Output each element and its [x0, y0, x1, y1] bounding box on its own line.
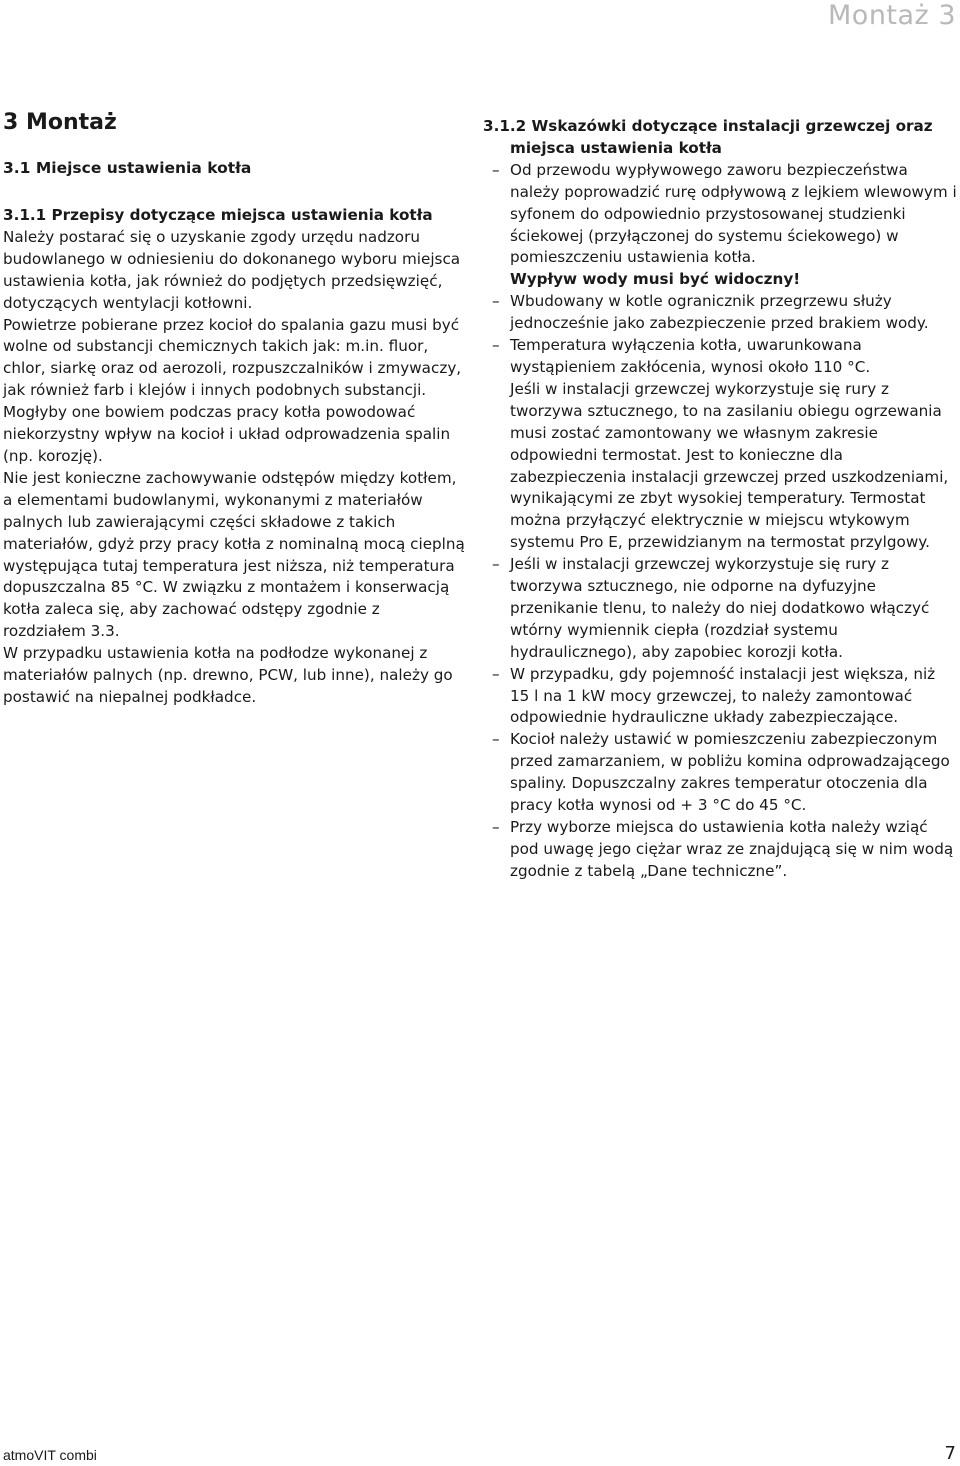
dash-bullet: –: [492, 160, 500, 179]
list-item-text: Kocioł należy ustawić w pomieszczeniu zabezpieczonym przed zamarzaniem, w pobliżu komina odprowadzającego spaliny. Dopuszczalny zakres temperatur otoczenia dla pracy kotła wynosi od + 3 °C do 45 °C.: [510, 730, 950, 815]
list-item: [483, 335, 958, 554]
list-item: [483, 554, 958, 664]
paragraph: Należy postarać się o uzyskanie zgody urzędu nadzoru budowlanego w odniesieniu do dokonanego wyboru miejsca ustawienia kotła, jak również do podjętych przedsięwzięć, dotyczących wentylacji kotłowni.: [3, 227, 461, 312]
section-title: 3.1 Miejsce ustawienia kotła: [3, 159, 252, 177]
subsection-title-3-1-2: 3.1.2 Wskazówki dotyczące instalacji grzewczej oraz miejsca ustawienia kotła: [483, 117, 933, 157]
guidelines-list: [483, 160, 958, 883]
dash-bullet: –: [492, 292, 500, 311]
list-item-text: Temperatura wyłączenia kotła, uwarunkowana wystąpieniem zakłócenia, wynosi około 110 °C.: [510, 336, 871, 376]
list-item-text: Przy wyborze miejsca do ustawienia kotła należy wziąć pod uwagę jego ciężar wraz ze znajdującą się w nim wodą zgodnie z tabelą „Dane techniczne”.: [510, 818, 954, 880]
paragraph: Nie jest konieczne zachowywanie odstępów między kotłem, a elementami budowlanymi, wykonanymi z materiałów palnych lub zawierającymi części składowe z takich materiałów, gdyż przy pracy kotła z nominalną mocą cieplną występująca tutaj temperatura jest niższa, niż temperatura dopuszczalna 85 °C. W związku z montażem i konserwacją kotła zaleca się, aby zachować odstępy zgodnie z rozdziałem 3.3.: [3, 468, 465, 641]
dash-bullet: –: [492, 818, 500, 836]
dash-bullet: –: [492, 336, 500, 355]
right-column: [483, 116, 958, 883]
chapter-title: 3 Montaż: [3, 110, 117, 135]
warning-emphasis: Wypływ wody musi być widoczny!: [510, 270, 801, 289]
left-column: [3, 205, 465, 709]
list-item-text: Wbudowany w kotle ogranicznik przegrzewu służy jednocześnie jako zabezpieczenie przed brakiem wody.: [510, 292, 929, 333]
list-item: [483, 291, 958, 335]
paragraph: W przypadku ustawienia kotła na podłodze wykonanej z materiałów palnych (np. drewno, PCW, lub inne), należy go postawić na niepalnej podkładce.: [3, 644, 453, 706]
dash-bullet: –: [492, 730, 500, 749]
subsection-title-3-1-1: 3.1.1 Przepisy dotyczące miejsca ustawienia kotła: [3, 206, 433, 224]
running-header: Montaż 3: [828, 0, 956, 31]
dash-bullet: –: [492, 555, 500, 574]
paragraph: Powietrze pobierane przez kocioł do spalania gazu musi być wolne od substancji chemicznych takich jak: m.in. fluor, chlor, siarkę oraz od aerozoli, rozpuszczalników i zmywaczy, jak również farb i klejów i innych podobnych substancji. Mogłyby one bowiem podczas pracy kotła powodować niekorzystny wpływ na kocioł i układ odprowadzenia spalin (np. korozję).: [3, 315, 462, 465]
list-item-text: Od przewodu wypływowego zaworu bezpieczeństwa należy poprowadzić rurę odpływową z lejkiem wlewowym i syfonem do odpowiednio przystosowanej studzienki ściekowej (przyłączonej do systemu ściekowego) w pomieszczeniu ustawienia kotła.: [510, 160, 957, 267]
list-item: [483, 160, 958, 291]
list-item: [483, 729, 958, 817]
page-number: 7: [944, 1443, 956, 1464]
list-item-continuation: Jeśli w instalacji grzewczej wykorzystuje się rury z tworzywa sztucznego, to na zasilaniu obiegu ogrzewania musi zostać zamontowany we własnym zakresie odpowiedni termostat. Jest to konieczne dla zabezpieczenia instalacji grzewczej przed uszkodzeniami, wynikającymi ze zbyt wysokiej temperatury. Termostat można przyłączyć elektrycznie w miejscu wtykowym systemu Pro E, przewidzianym na termostat przylgowy.: [510, 379, 949, 552]
dash-bullet: –: [492, 664, 500, 683]
list-item-text: Jeśli w instalacji grzewczej wykorzystuje się rury z tworzywa sztucznego, nie odporne na dyfuzyjne przenikanie tlenu, to należy do niej dodatkowo włączyć wtórny wymiennik ciepła (rozdział systemu hydraulicznego), aby zapobiec korozji kotła.: [510, 555, 930, 661]
list-item-text: W przypadku, gdy pojemność instalacji jest większa, niż 15 l na 1 kW mocy grzewczej, to należy zamontować odpowiednie hydrauliczne układy zabezpieczające.: [510, 664, 936, 727]
list-item: [483, 817, 958, 883]
list-item: [483, 664, 958, 730]
footer-brand: atmoVIT combi: [3, 1447, 97, 1463]
